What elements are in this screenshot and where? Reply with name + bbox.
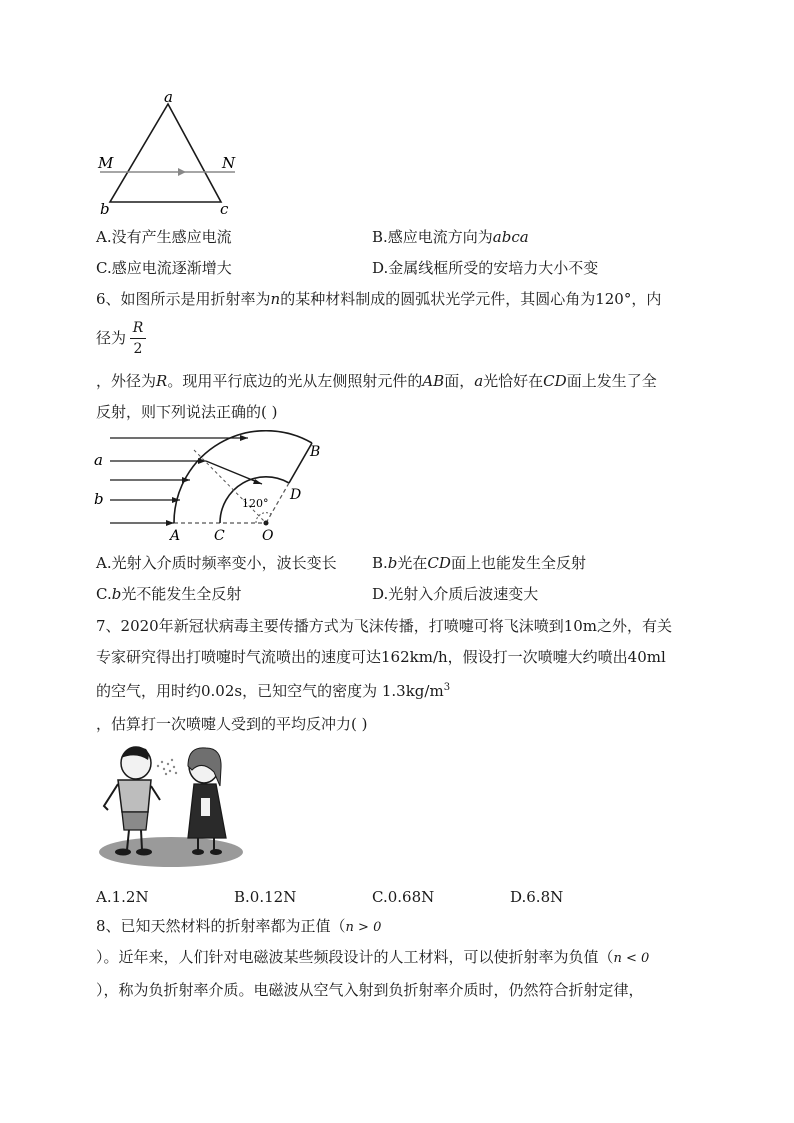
q7-stem-line4: ，估算打一次喷嚏人受到的平均反冲力( )	[96, 715, 368, 733]
label-c: c	[220, 200, 229, 218]
q7-stem-line3: 的空气，用时约0.02s，已知空气的密度为 $1.3kg/m^3$	[96, 682, 451, 700]
label-M: M	[98, 154, 114, 172]
ray-label-a: a	[94, 451, 103, 469]
label-b: b	[100, 200, 110, 218]
ray-label-b: b	[94, 490, 104, 508]
fraction-r-over-2: R 2	[130, 320, 146, 357]
point-label-B: B	[310, 444, 321, 460]
q6-stem-line3: ，外径为R。现用平行底边的光从左侧照射元件的AB面，a光恰好在CD面上发生了全	[96, 372, 657, 390]
q8-stem-line1: 8、已知天然材料的折射率都为正值（n > 0	[96, 917, 382, 935]
point-label-C: C	[214, 528, 225, 544]
q8-stem-line2: ）。近年来，人们针对电磁波某些频段设计的人工材料，可以使折射率为负值（n < 0	[96, 948, 650, 966]
q6-stem-line1: 6、如图所示是用折射率为n的某种材料制成的圆弧状光学元件，其圆心角为120°，内	[96, 290, 662, 308]
q6-option-d: D.光射入介质后波速变大	[372, 585, 539, 603]
q7-option-a: A.1.2N	[96, 888, 149, 906]
label-a: a	[164, 88, 173, 106]
point-label-D: D	[290, 487, 302, 503]
q7-option-c: C.0.68N	[372, 888, 435, 906]
label-N: N	[222, 154, 236, 172]
q5-option-d: D.金属线框所受的安培力大小不变	[372, 259, 599, 277]
q7-stem-line2: 专家研究得出打喷嚏时气流喷出的速度可达162km/h，假设打一次喷嚏大约喷出40ml	[96, 648, 666, 666]
triangle-coil-figure	[90, 88, 250, 218]
q7-option-d: D.6.8N	[510, 888, 564, 906]
point-label-O: O	[262, 528, 274, 544]
optical-element-figure	[90, 430, 340, 545]
q6-stem-line2: 径为	[96, 329, 127, 347]
q5-option-b: B.感应电流方向为abca	[372, 228, 529, 246]
q6-option-b: B.b光在CD面上也能发生全反射	[372, 554, 586, 572]
q5-option-a: A.没有产生感应电流	[96, 228, 232, 246]
point-label-A: A	[170, 528, 181, 544]
angle-label: 120°	[242, 497, 269, 510]
q5-option-c: C.感应电流逐渐增大	[96, 259, 232, 277]
sneeze-illustration	[96, 740, 251, 870]
q7-stem-line1: 7、2020年新冠状病毒主要传播方式为飞沫传播，打喷嚏可将飞沫喷到10m之外，有关	[96, 617, 673, 635]
q8-stem-line3: ），称为负折射率介质。电磁波从空气入射到负折射率介质时，仍然符合折射定律，	[96, 981, 644, 999]
q6-option-a: A.光射入介质时频率变小，波长变长	[96, 554, 337, 572]
q6-option-c: C.b光不能发生全反射	[96, 585, 242, 603]
q7-option-b: B.0.12N	[234, 888, 297, 906]
q6-stem-line4: 反射，则下列说法正确的( )	[96, 403, 278, 421]
